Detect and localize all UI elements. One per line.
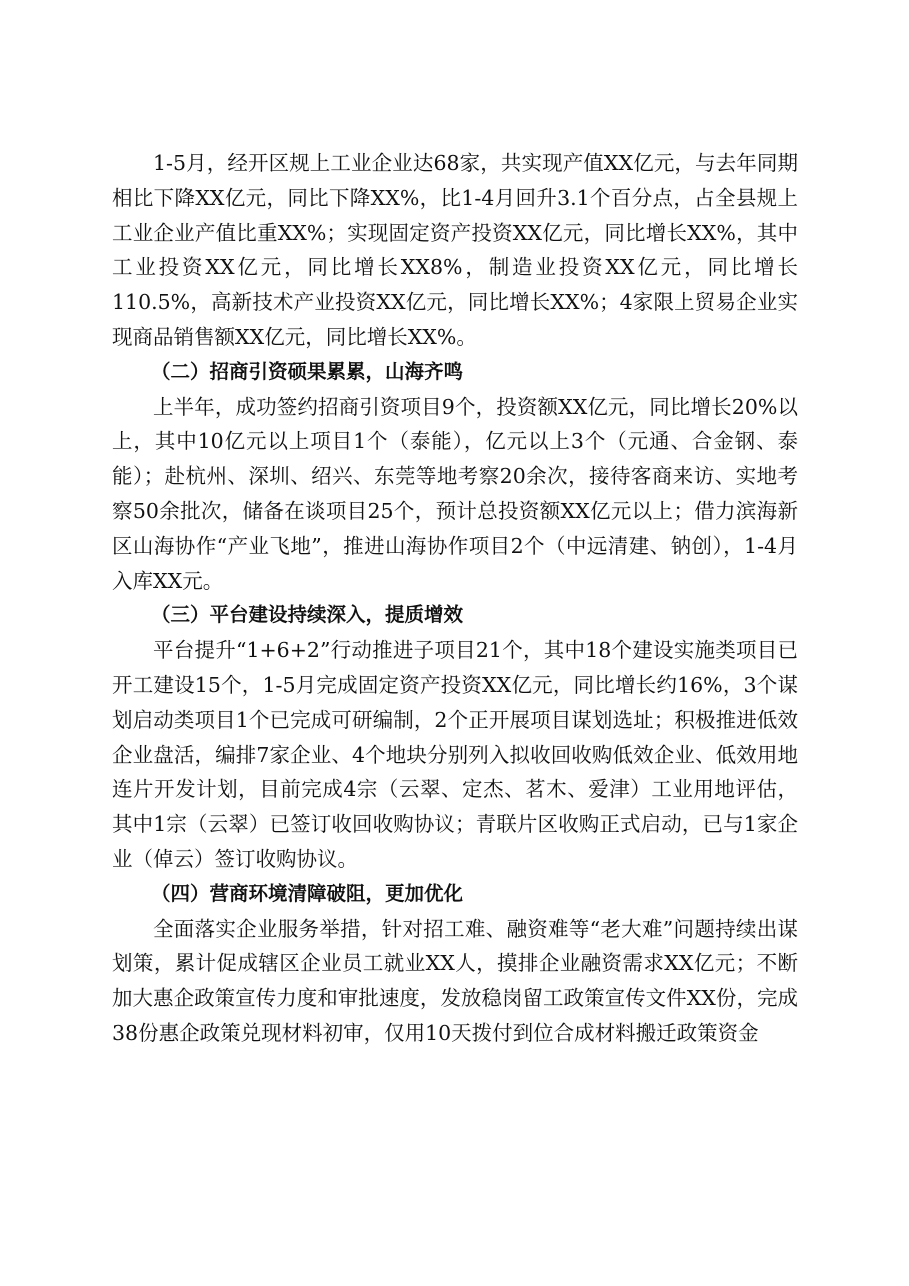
paragraph-investment: 上半年，成功签约招商引资项目9个，投资额XX亿元，同比增长20%以上，其中10亿元以上项目1个（泰能），亿元以上3个（元通、合金钢、泰能）；赴杭州、深圳、绍兴、东莞等地考察20余次，接待客商来访、实地考察50余批次，储备在谈项目25个，预计总投资额XX亿元以上；借力滨海新区山海协作“产业飞地”，推进山海协作项目2个（中远清建、钠创），1-4月入库XX元。 <box>112 394 798 593</box>
paragraph-platform: 平台提升“1+6+2”行动推进子项目21个，其中18个建设实施类项目已开工建设15个，1-5月完成固定资产投资XX亿元，同比增长约16%，3个谋划启动类项目1个已完成可研编制，2个正开展项目谋划选址；积极推进低效企业盘活，编排7家企业、4个地块分别列入拟收回收购低效企业、低效用地连片开发计划，目前完成4宗（云翠、定杰、茗木、爱津）工业用地评估，其中1宗（云翠）已签订收回收购协议；青联片区收购正式启动，已与1家企业（倬云）签订收购协议。 <box>112 638 798 871</box>
document-body <box>112 146 798 1051</box>
paragraph-business-environment: 全面落实企业服务举措，针对招工难、融资难等“老大难”问题持续出谋划策，累计促成辖区企业员工就业XX人，摸排企业融资需求XX亿元；不断加大惠企政策宣传力度和审批速度，发放稳岗留工政策宣传文件XX份，完成38份惠企政策兑现材料初审，仅用10天拨付到位合成材料搬迁政策资金 <box>112 916 798 1045</box>
paragraph-industrial-output: 1-5月，经开区规上工业企业达68家，共实现产值XX亿元，与去年同期相比下降XX亿元，同比下降XX%，比1-4月回升3.1个百分点，占全县规上工业企业产值比重XX%；实现固定资产投资XX亿元，同比增长XX%，其中工业投资XX亿元，同比增长XX8%，制造业投资XX亿元，同比增长110.5%，高新技术产业投资XX亿元，同比增长XX%；4家限上贸易企业实现商品销售额XX亿元，同比增长XX%。 <box>112 151 798 349</box>
section-heading-platform: （三）平台建设持续深入，提质增效 <box>151 603 464 627</box>
section-heading-business-environment: （四）营商环境清障破阻，更加优化 <box>151 881 464 905</box>
section-heading-investment: （二）招商引资硕果累累，山海齐鸣 <box>151 359 464 383</box>
